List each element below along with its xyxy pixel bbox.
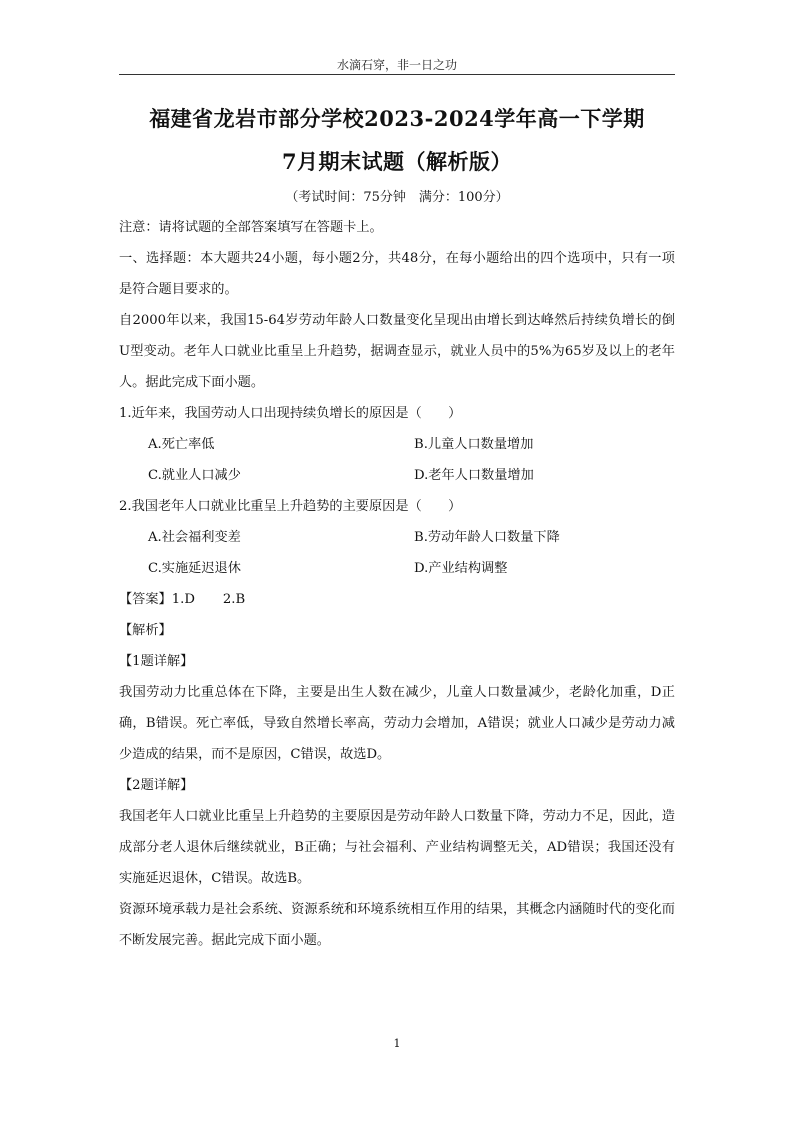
question-2-stem: 2.我国老年人口就业比重呈上升趋势的主要原因是（ ）: [119, 499, 462, 514]
detail-1-label: 【1题详解】: [119, 654, 194, 669]
question-1-stem: 1.近年来，我国劳动人口出现持续负增长的原因是（ ）: [119, 406, 462, 421]
detail-2-text: 我国老年人口就业比重呈上升趋势的主要原因是劳动年龄人口数量下降，劳动力不足，因此，造成部分老人退休后继续就业，B正确；与社会福利、产业结构调整无关，AD错误；我国还没有实施延迟退休，C错误。故选B。: [119, 809, 675, 886]
question-1-option-a: A.死亡率低: [148, 437, 215, 452]
answer-line: [119, 584, 675, 615]
answer-label: 【答案】: [119, 592, 172, 607]
document-title-line1: 福建省龙岩市部分学校2023-2024学年高一下学期: [149, 106, 645, 131]
material-paragraph-2: 资源环境承载力是社会系统、资源系统和环境系统相互作用的结果，其概念内涵随时代的变化而不断发展完善。据此完成下面小题。: [119, 902, 675, 948]
question-2-option-b: B.劳动年龄人口数量下降: [414, 530, 560, 545]
header-divider: [119, 74, 675, 75]
exam-info: （考试时间：75分钟 满分：100分）: [285, 190, 509, 205]
notice: 注意：请将试题的全部答案填写在答题卡上。: [119, 220, 383, 235]
page-header-motto: 水滴石穿，非一日之功: [336, 58, 457, 72]
section-instructions: 一、选择题：本大题共24小题，每小题2分，共48分，在每小题给出的四个选项中，只有一项是符合题目要求的。: [119, 251, 675, 297]
document-title-line2: 7月期末试题（解析版）: [281, 149, 513, 174]
question-2-option-d: D.产业结构调整: [414, 561, 508, 576]
analysis-label: 【解析】: [119, 623, 172, 638]
page-number: 1: [393, 1037, 401, 1050]
answer-2: 2.B: [222, 592, 246, 607]
question-2-option-a: A.社会福利变差: [148, 530, 241, 545]
question-2-options: [148, 522, 675, 584]
document-body: [119, 212, 675, 956]
question-1-option-b: B.儿童人口数量增加: [414, 437, 534, 452]
detail-2-label: 【2题详解】: [119, 778, 194, 793]
question-1-options: [148, 429, 675, 491]
answer-1: 1.D: [171, 592, 195, 607]
detail-1-text: 我国劳动力比重总体在下降，主要是出生人数在减少，儿童人口数量减少，老龄化加重，D正确，B错误。死亡率低，导致自然增长率高，劳动力会增加，A错误；就业人口减少是劳动力减少造成的结果，而不是原因，C错误，故选D。: [119, 685, 675, 762]
question-1-option-c: C.就业人口减少: [148, 468, 241, 483]
material-paragraph-1: 自2000年以来，我国15-64岁劳动年龄人口数量变化呈现出由增长到达峰然后持续负增长的倒U型变动。老年人口就业比重呈上升趋势，据调查显示，就业人员中的5%为65岁及以上的老年人。据此完成下面小题。: [119, 313, 675, 390]
question-1-option-d: D.老年人口数量增加: [414, 468, 534, 483]
question-2-option-c: C.实施延迟退休: [148, 561, 241, 576]
